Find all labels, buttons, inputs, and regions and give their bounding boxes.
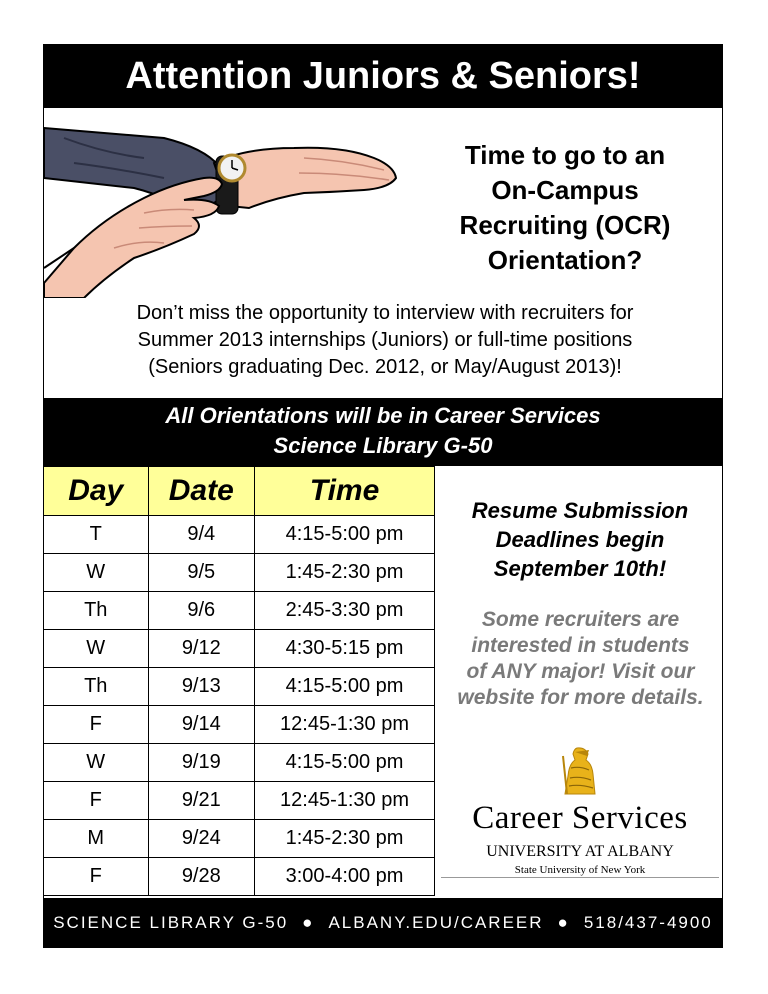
- table-row: [44, 554, 435, 592]
- location-line-1: [43, 401, 723, 431]
- cell-time: 12:45-1:30 pm: [255, 782, 435, 820]
- intro-line: Don’t miss the opportunity to interview with recruiters for: [136, 302, 634, 324]
- footer-contact-bar: [43, 898, 723, 948]
- footer-website: ALBANY.EDU/CAREER: [328, 913, 544, 932]
- intro-paragraph: [60, 300, 710, 381]
- footer-phone: 518/437-4900: [583, 913, 713, 932]
- flyer-title: [43, 44, 723, 108]
- column-header-date: Date: [148, 467, 255, 516]
- bullet-separator: ●: [557, 913, 570, 932]
- headline-line: Recruiting (OCR): [459, 210, 671, 240]
- cell-day: T: [44, 516, 149, 554]
- table-header-row: [44, 467, 435, 516]
- cell-time: 1:45-2:30 pm: [255, 820, 435, 858]
- logo-university: UNIVERSITY AT ALBANY: [486, 843, 674, 860]
- headline-line: Time to go to an: [464, 140, 666, 170]
- location-line-2: Science Library G-50: [273, 433, 493, 458]
- cell-time: 4:15-5:00 pm: [255, 668, 435, 706]
- minerva-statue-icon: [555, 746, 605, 796]
- majors-line: website for more details.: [457, 686, 704, 709]
- table-row: [44, 744, 435, 782]
- resume-deadline-note: [445, 496, 715, 583]
- column-header-time: Time: [255, 467, 435, 516]
- cell-day: M: [44, 820, 149, 858]
- cell-time: 12:45-1:30 pm: [255, 706, 435, 744]
- majors-line: Some recruiters are: [481, 608, 680, 631]
- column-header-day: Day: [44, 467, 149, 516]
- wristwatch-hands-icon: [44, 118, 404, 298]
- table-row: [44, 516, 435, 554]
- location-prefix: All Orientations will be in: [165, 403, 435, 428]
- cell-date: 9/19: [148, 744, 255, 782]
- cell-date: 9/4: [148, 516, 255, 554]
- cell-day: Th: [44, 668, 149, 706]
- cell-day: W: [44, 630, 149, 668]
- majors-line: of ANY major! Visit our: [466, 660, 695, 683]
- cell-date: 9/6: [148, 592, 255, 630]
- cell-day: F: [44, 706, 149, 744]
- cell-time: 2:45-3:30 pm: [255, 592, 435, 630]
- table-row: [44, 630, 435, 668]
- cell-date: 9/14: [148, 706, 255, 744]
- any-major-note: [443, 607, 718, 711]
- footer-location: SCIENCE LIBRARY G-50: [53, 913, 289, 932]
- deadline-line: September 10th!: [493, 556, 667, 581]
- cell-date: 9/28: [148, 858, 255, 896]
- cell-date: 9/24: [148, 820, 255, 858]
- location-place: Career Services: [434, 403, 601, 428]
- headline: [420, 138, 710, 278]
- deadline-line: Resume Submission: [471, 498, 689, 523]
- bullet-separator: ●: [302, 913, 315, 932]
- logo-state-university: State University of New York: [514, 864, 646, 876]
- logo-name: Career Services: [472, 800, 688, 836]
- cell-day: F: [44, 782, 149, 820]
- cell-date: 9/5: [148, 554, 255, 592]
- flyer-title-text: Attention Juniors & Seniors!: [125, 54, 641, 97]
- table-row: [44, 820, 435, 858]
- cell-time: 4:15-5:00 pm: [255, 516, 435, 554]
- career-services-logo: [441, 744, 719, 878]
- table-row: [44, 858, 435, 896]
- cell-day: F: [44, 858, 149, 896]
- deadline-line: Deadlines begin: [495, 527, 665, 552]
- intro-line: Summer 2013 internships (Juniors) or full-time positions: [137, 329, 633, 351]
- headline-line: On-Campus: [491, 175, 639, 205]
- table-row: [44, 782, 435, 820]
- cell-time: 3:00-4:00 pm: [255, 858, 435, 896]
- cell-day: W: [44, 554, 149, 592]
- table-row: [44, 592, 435, 630]
- cell-time: 1:45-2:30 pm: [255, 554, 435, 592]
- intro-line: (Seniors graduating Dec. 2012, or May/August 2013)!: [148, 356, 622, 378]
- location-banner: [43, 398, 723, 466]
- majors-line: interested in students: [471, 634, 690, 657]
- cell-time: 4:15-5:00 pm: [255, 744, 435, 782]
- cell-date: 9/21: [148, 782, 255, 820]
- cell-day: Th: [44, 592, 149, 630]
- cell-date: 9/13: [148, 668, 255, 706]
- headline-line: Orientation?: [487, 245, 643, 275]
- orientation-schedule-table: [43, 466, 435, 896]
- cell-day: W: [44, 744, 149, 782]
- cell-time: 4:30-5:15 pm: [255, 630, 435, 668]
- cell-date: 9/12: [148, 630, 255, 668]
- table-row: [44, 668, 435, 706]
- table-row: [44, 706, 435, 744]
